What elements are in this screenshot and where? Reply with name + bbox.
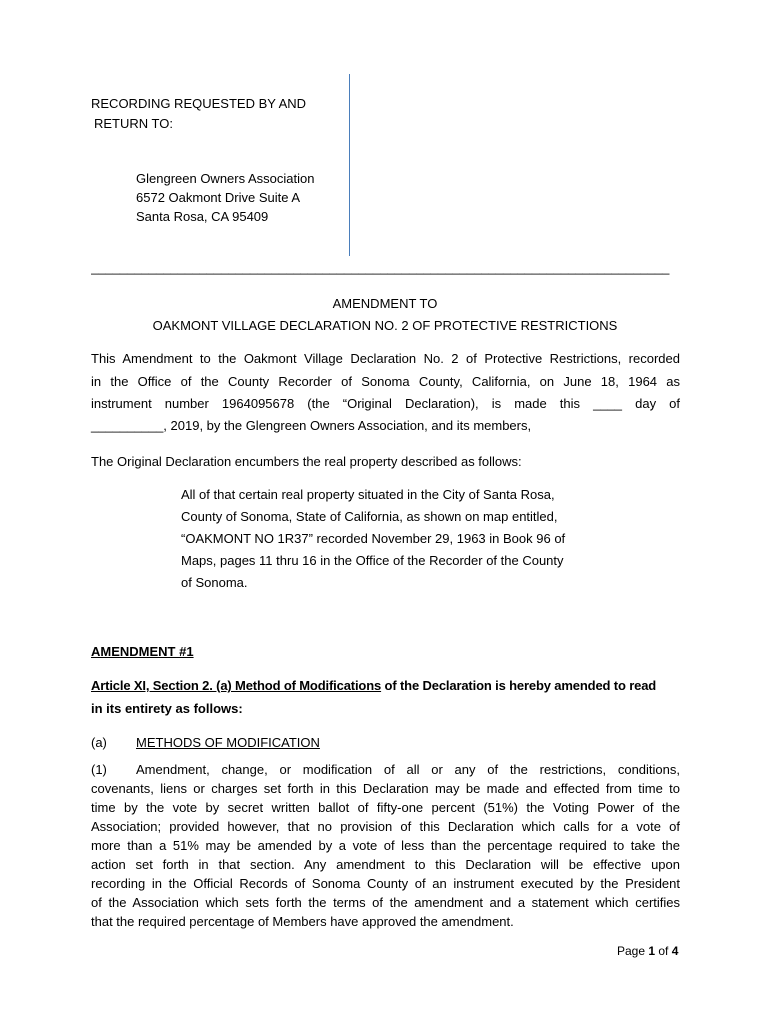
page-number: [617, 944, 678, 958]
document-title-line-1: AMENDMENT TO: [332, 296, 438, 311]
address-line-3: Santa Rosa, CA 95409: [136, 209, 269, 224]
article-reference: Article XI, Section 2. (a) Method of Modifications: [91, 678, 382, 693]
paragraph-line-5: more than a 51% may be amended by a vote of less than the percentage required to take the: [91, 838, 680, 853]
legal-description-line-3: “OAKMONT NO 1R37” recorded November 29, 1963 in Book 96 of: [181, 531, 566, 546]
address-line-2: 6572 Oakmont Drive Suite A: [136, 190, 301, 205]
page-of: of: [655, 944, 672, 958]
amendment-heading: AMENDMENT #1: [91, 644, 194, 659]
return-to-label: RETURN TO:: [94, 116, 173, 131]
article-statement-line-2: in its entirety as follows:: [91, 701, 243, 716]
paragraph-line-9: that the required percentage of Members have approved the amendment.: [91, 914, 514, 929]
paragraph-line-8: of the Association which sets forth the terms of the amendment and a statement which certifies: [91, 895, 680, 910]
paragraph-line-6: action set forth in that section. Any amendment to this Declaration will be effective upon: [91, 857, 680, 872]
paragraph-line-3: time by the vote by secret written ballot of fifty-one percent (51%) the Voting Power of the: [91, 800, 680, 815]
document-title-line-2: OAKMONT VILLAGE DECLARATION NO. 2 OF PROTECTIVE RESTRICTIONS: [152, 318, 618, 333]
intro-line-3: instrument number 1964095678 (the “Original Declaration), is made this ____ day of: [91, 396, 680, 411]
legal-description-line-1: All of that certain real property situated in the City of Santa Rosa,: [181, 487, 555, 502]
paragraph-number: (1): [91, 762, 107, 777]
legal-description-line-4: Maps, pages 11 thru 16 in the Office of the Recorder of the County: [181, 553, 564, 568]
intro-line-4: __________, 2019, by the Glengreen Owners Association, and its members,: [91, 418, 532, 433]
paragraph-line-1: Amendment, change, or modification of all or any of the restrictions, conditions,: [136, 762, 680, 777]
page-current: 1: [648, 944, 656, 958]
encumbers-statement: The Original Declaration encumbers the real property described as follows:: [91, 454, 522, 469]
header-separator: ________________________________________________________________________________: [91, 260, 670, 275]
legal-description-line-2: County of Sonoma, State of California, as shown on map entitled,: [181, 509, 558, 524]
paragraph-line-4: Association; provided however, that no provision of this Declaration which calls for a vote of: [91, 819, 680, 834]
article-statement-line-1: [91, 678, 656, 693]
article-statement-rest: of the Declaration is hereby amended to read: [381, 678, 657, 693]
legal-description-line-5: of Sonoma.: [181, 575, 248, 590]
subsection-title: METHODS OF MODIFICATION: [136, 735, 320, 750]
paragraph-line-7: recording in the Official Records of Sonoma County of an instrument executed by the President: [91, 876, 680, 891]
page-prefix: Page: [617, 944, 649, 958]
recording-requested-label: RECORDING REQUESTED BY AND: [91, 96, 307, 111]
paragraph-line-2: covenants, liens or charges set forth in this Declaration may be made and effected from time to: [91, 781, 680, 796]
address-line-1: Glengreen Owners Association: [136, 171, 315, 186]
intro-line-2: in the Office of the County Recorder of Sonoma County, California, on June 18, 1964 as: [91, 374, 680, 389]
recording-box-divider: [349, 74, 350, 256]
page-total: 4: [671, 944, 679, 958]
intro-line-1: This Amendment to the Oakmont Village Declaration No. 2 of Protective Restrictions, recorded: [91, 351, 680, 366]
subsection-label: (a): [91, 735, 107, 750]
